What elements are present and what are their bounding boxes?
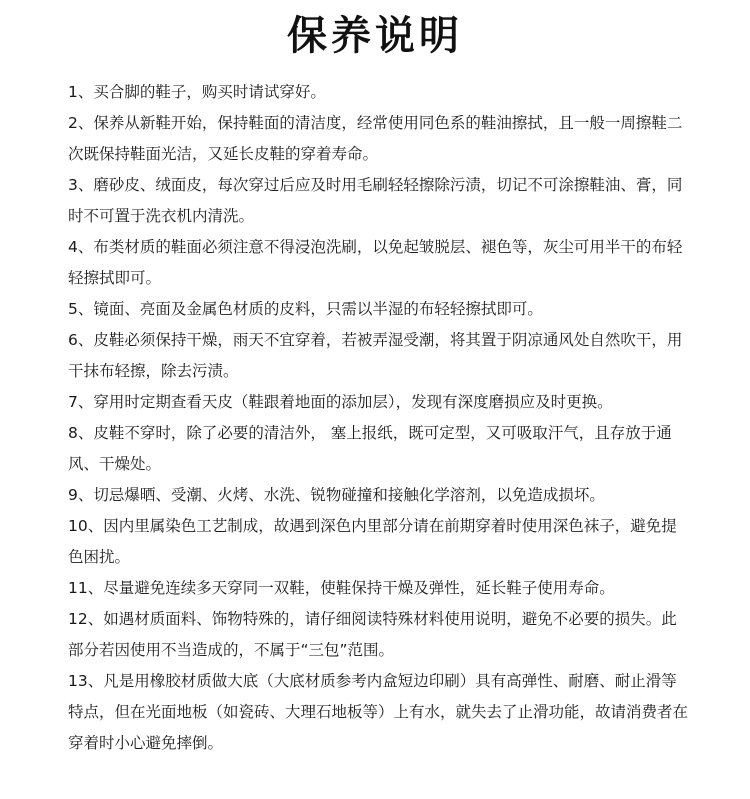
list-item: 10、因内里属染色工艺制成，故遇到深色内里部分请在前期穿着时使用深色袜子，避免提色困扰。: [68, 517, 677, 566]
list-item: 8、皮鞋不穿时，除了必要的清洁外， 塞上报纸，既可定型，又可吸取汗气，且存放于通风、干燥处。: [68, 424, 672, 473]
list-item: 2、保养从新鞋开始，保持鞋面的清洁度，经常使用同色系的鞋油擦拭，且一般一周擦鞋二次既保持鞋面光洁，又延长皮鞋的穿着寿命。: [68, 114, 683, 163]
list-item: 6、皮鞋必须保持干燥，雨天不宜穿着，若被弄湿受潮，将其置于阴凉通风处自然吹干，用干抹布轻擦，除去污渍。: [68, 331, 683, 380]
list-item: 12、如遇材质面料、饰物特殊的，请仔细阅读特殊材料使用说明，避免不必要的损失。此部分若因使用不当造成的，不属于“三包”范围。: [68, 610, 677, 659]
list-item: 7、穿用时定期查看天皮（鞋跟着地面的添加层），发现有深度磨损应及时更换。: [68, 393, 613, 411]
care-instructions-list: [68, 77, 688, 759]
page-title: 保养说明: [287, 13, 463, 59]
list-item: 4、布类材质的鞋面必须注意不得浸泡洗刷，以免起皱脱层、褪色等，灰尘可用半干的布轻轻擦拭即可。: [68, 238, 683, 287]
list-item: 1、买合脚的鞋子，购买时请试穿好。: [68, 83, 326, 101]
list-item: 13、凡是用橡胶材质做大底（大底材质参考内盒短边印刷）具有高弹性、耐磨、耐止滑等特点，但在光面地板（如瓷砖、大理石地板等）上有水，就失去了止滑功能，故请消费者在穿着时小心避免摔倒。: [68, 672, 689, 752]
list-item: 5、镜面、亮面及金属色材质的皮料，只需以半湿的布轻轻擦拭即可。: [68, 300, 543, 318]
list-item: 9、切忌爆晒、受潮、火烤、水洗、锐物碰撞和接触化学溶剂，以免造成损坏。: [68, 486, 605, 504]
list-item: 3、磨砂皮、绒面皮，每次穿过后应及时用毛刷轻轻擦除污渍，切记不可涂擦鞋油、膏，同时不可置于洗衣机内清洗。: [68, 176, 683, 225]
list-item: 11、尽量避免连续多天穿同一双鞋，使鞋保持干燥及弹性，延长鞋子使用寿命。: [68, 579, 615, 597]
